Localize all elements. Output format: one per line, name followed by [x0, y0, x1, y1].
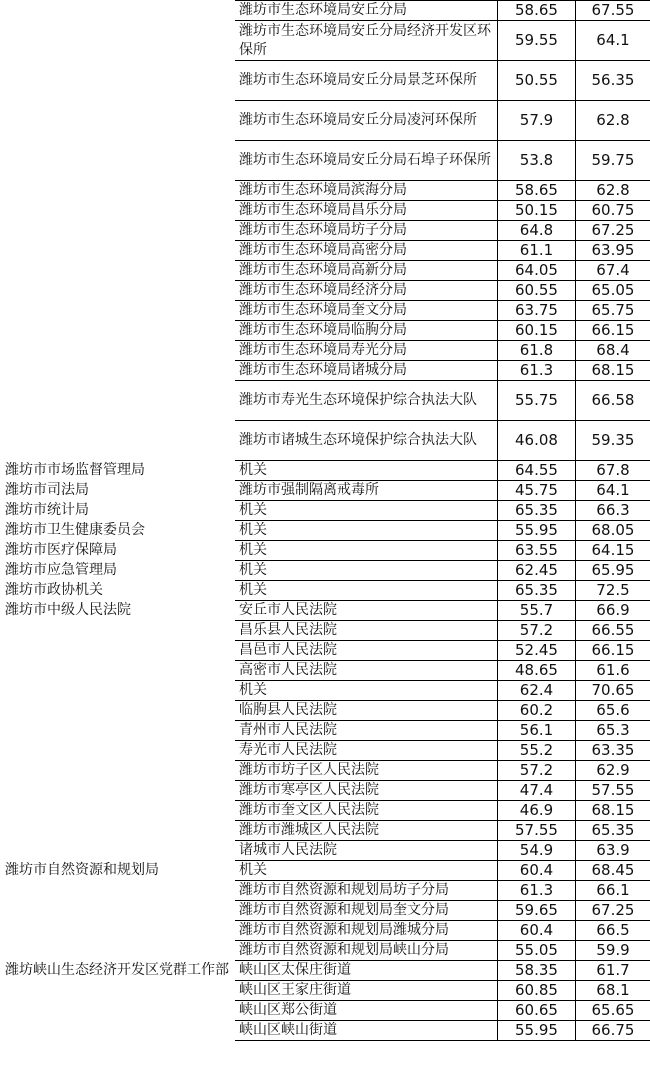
- score-cell-2[interactable]: 64.1: [576, 21, 650, 61]
- dept-cell[interactable]: [1, 941, 235, 961]
- score-cell-1[interactable]: 60.4: [498, 921, 576, 941]
- score-cell-2[interactable]: 68.05: [576, 521, 650, 541]
- unit-cell[interactable]: 机关: [235, 861, 498, 881]
- unit-cell[interactable]: 机关: [235, 541, 498, 561]
- score-cell-1[interactable]: 60.85: [498, 981, 576, 1001]
- dept-cell[interactable]: [1, 221, 235, 241]
- score-cell-1[interactable]: 45.75: [498, 481, 576, 501]
- unit-cell[interactable]: 潍坊市生态环境局安丘分局经济开发区环保所: [235, 21, 498, 61]
- score-cell-2[interactable]: 66.3: [576, 501, 650, 521]
- unit-cell[interactable]: 潍坊市自然资源和规划局奎文分局: [235, 901, 498, 921]
- score-cell-1[interactable]: 63.55: [498, 541, 576, 561]
- score-cell-2[interactable]: 67.25: [576, 901, 650, 921]
- score-cell-2[interactable]: 68.4: [576, 341, 650, 361]
- unit-cell[interactable]: 潍坊市生态环境局寿光分局: [235, 341, 498, 361]
- score-cell-1[interactable]: 65.35: [498, 581, 576, 601]
- dept-cell[interactable]: 潍坊峡山生态经济开发区党群工作部: [1, 961, 235, 1001]
- dept-cell[interactable]: [1, 681, 235, 701]
- score-cell-2[interactable]: 67.4: [576, 261, 650, 281]
- score-cell-1[interactable]: 61.1: [498, 241, 576, 261]
- unit-cell[interactable]: 潍坊市生态环境局经济分局: [235, 281, 498, 301]
- score-cell-2[interactable]: 67.25: [576, 221, 650, 241]
- unit-cell[interactable]: 峡山区郑公街道: [235, 1001, 498, 1021]
- score-cell-1[interactable]: 58.65: [498, 1, 576, 21]
- score-cell-2[interactable]: 56.35: [576, 61, 650, 101]
- dept-cell[interactable]: 潍坊市中级人民法院: [1, 601, 235, 621]
- score-cell-1[interactable]: 60.65: [498, 1001, 576, 1021]
- unit-cell[interactable]: 潍坊市强制隔离戒毒所: [235, 481, 498, 501]
- score-cell-1[interactable]: 64.55: [498, 461, 576, 481]
- unit-cell[interactable]: 潍坊市生态环境局高密分局: [235, 241, 498, 261]
- dept-cell[interactable]: [1, 1001, 235, 1021]
- score-cell-1[interactable]: 58.65: [498, 181, 576, 201]
- score-cell-2[interactable]: 63.35: [576, 741, 650, 761]
- table-body: [1, 1, 650, 1041]
- unit-cell[interactable]: 潍坊市生态环境局安丘分局凌河环保所: [235, 101, 498, 141]
- score-cell-2[interactable]: 65.65: [576, 1001, 650, 1021]
- score-cell-2[interactable]: 57.55: [576, 781, 650, 801]
- score-cell-2[interactable]: 66.5: [576, 921, 650, 941]
- dept-cell[interactable]: [1, 801, 235, 821]
- unit-cell[interactable]: 潍坊市潍城区人民法院: [235, 821, 498, 841]
- unit-cell[interactable]: 潍坊市生态环境局昌乐分局: [235, 201, 498, 221]
- unit-cell[interactable]: 潍坊市生态环境局临朐分局: [235, 321, 498, 341]
- unit-cell[interactable]: 潍坊市生态环境局安丘分局: [235, 1, 498, 21]
- score-cell-1[interactable]: 57.55: [498, 821, 576, 841]
- unit-cell[interactable]: 昌乐县人民法院: [235, 621, 498, 641]
- dept-cell[interactable]: [1, 421, 235, 461]
- unit-cell[interactable]: 青州市人民法院: [235, 721, 498, 741]
- unit-cell[interactable]: 潍坊市生态环境局安丘分局石埠子环保所: [235, 141, 498, 181]
- unit-cell[interactable]: 潍坊市生态环境局诸城分局: [235, 361, 498, 381]
- score-cell-1[interactable]: 61.3: [498, 881, 576, 901]
- score-cell-1[interactable]: 60.55: [498, 281, 576, 301]
- dept-cell[interactable]: [1, 821, 235, 841]
- score-cell-2[interactable]: 66.55: [576, 621, 650, 641]
- score-cell-2[interactable]: 64.1: [576, 481, 650, 501]
- dept-cell[interactable]: [1, 781, 235, 801]
- score-cell-1[interactable]: 50.15: [498, 201, 576, 221]
- dept-cell[interactable]: [1, 261, 235, 281]
- dept-cell[interactable]: 潍坊市应急管理局: [1, 561, 235, 581]
- score-cell-2[interactable]: 61.6: [576, 661, 650, 681]
- dept-cell[interactable]: 潍坊市政协机关: [1, 581, 235, 601]
- dept-cell[interactable]: [1, 701, 235, 721]
- dept-cell[interactable]: 潍坊市市场监督管理局: [1, 461, 235, 481]
- score-cell-1[interactable]: 46.9: [498, 801, 576, 821]
- dept-cell[interactable]: [1, 341, 235, 361]
- score-cell-1[interactable]: 55.75: [498, 381, 576, 421]
- score-cell-2[interactable]: 68.45: [576, 861, 650, 881]
- unit-cell[interactable]: 潍坊市自然资源和规划局坊子分局: [235, 881, 498, 901]
- score-cell-2[interactable]: 66.1: [576, 881, 650, 901]
- dept-cell[interactable]: 潍坊市司法局: [1, 481, 235, 501]
- dept-cell[interactable]: [1, 21, 235, 61]
- score-cell-2[interactable]: 62.8: [576, 181, 650, 201]
- score-cell-1[interactable]: 56.1: [498, 721, 576, 741]
- score-cell-1[interactable]: 50.55: [498, 61, 576, 101]
- unit-cell[interactable]: 潍坊市生态环境局安丘分局景芝环保所: [235, 61, 498, 101]
- unit-cell[interactable]: 寿光市人民法院: [235, 741, 498, 761]
- unit-cell[interactable]: 潍坊市诸城生态环境保护综合执法大队: [235, 421, 498, 461]
- score-cell-2[interactable]: 59.75: [576, 141, 650, 181]
- score-cell-1[interactable]: 55.95: [498, 521, 576, 541]
- unit-cell[interactable]: 潍坊市寒亭区人民法院: [235, 781, 498, 801]
- dept-cell[interactable]: [1, 661, 235, 681]
- unit-cell[interactable]: 机关: [235, 521, 498, 541]
- unit-cell[interactable]: 峡山区王家庄街道: [235, 981, 498, 1001]
- score-cell-2[interactable]: 64.15: [576, 541, 650, 561]
- dept-cell[interactable]: [1, 761, 235, 781]
- dept-cell[interactable]: [1, 881, 235, 901]
- score-cell-2[interactable]: 72.5: [576, 581, 650, 601]
- score-cell-2[interactable]: 68.15: [576, 801, 650, 821]
- dept-cell[interactable]: [1, 181, 235, 201]
- score-cell-2[interactable]: 66.9: [576, 601, 650, 621]
- score-cell-2[interactable]: 62.9: [576, 761, 650, 781]
- unit-cell[interactable]: 机关: [235, 461, 498, 481]
- unit-cell[interactable]: 诸城市人民法院: [235, 841, 498, 861]
- score-cell-1[interactable]: 61.8: [498, 341, 576, 361]
- unit-cell[interactable]: 潍坊市寿光生态环境保护综合执法大队: [235, 381, 498, 421]
- unit-cell[interactable]: 机关: [235, 681, 498, 701]
- dept-cell[interactable]: [1, 901, 235, 921]
- unit-cell[interactable]: 潍坊市自然资源和规划局潍城分局: [235, 921, 498, 941]
- score-cell-2[interactable]: 65.95: [576, 561, 650, 581]
- unit-cell[interactable]: 潍坊市生态环境局奎文分局: [235, 301, 498, 321]
- score-cell-2[interactable]: 63.9: [576, 841, 650, 861]
- score-cell-2[interactable]: 60.75: [576, 201, 650, 221]
- score-cell-1[interactable]: 48.65: [498, 661, 576, 681]
- score-cell-1[interactable]: 65.35: [498, 501, 576, 521]
- unit-cell[interactable]: 潍坊市生态环境局坊子分局: [235, 221, 498, 241]
- unit-cell[interactable]: 潍坊市自然资源和规划局峡山分局: [235, 941, 498, 961]
- dept-cell[interactable]: 潍坊市医疗保障局: [1, 541, 235, 561]
- dept-cell[interactable]: 潍坊市卫生健康委员会: [1, 521, 235, 541]
- dept-cell[interactable]: [1, 201, 235, 221]
- score-cell-1[interactable]: 52.45: [498, 641, 576, 661]
- score-cell-2[interactable]: 65.6: [576, 701, 650, 721]
- score-cell-2[interactable]: 59.35: [576, 421, 650, 461]
- dept-cell[interactable]: [1, 301, 235, 321]
- score-cell-1[interactable]: 55.7: [498, 601, 576, 621]
- score-cell-1[interactable]: 59.55: [498, 21, 576, 61]
- unit-cell[interactable]: 峡山区太保庄街道: [235, 961, 498, 981]
- score-cell-1[interactable]: 60.2: [498, 701, 576, 721]
- score-cell-2[interactable]: 68.15: [576, 361, 650, 381]
- dept-cell[interactable]: [1, 1, 235, 21]
- unit-cell[interactable]: 潍坊市生态环境局高新分局: [235, 261, 498, 281]
- dept-cell[interactable]: [1, 741, 235, 761]
- score-cell-2[interactable]: 70.65: [576, 681, 650, 701]
- score-cell-2[interactable]: 66.15: [576, 641, 650, 661]
- score-cell-2[interactable]: 66.15: [576, 321, 650, 341]
- dept-cell[interactable]: [1, 1021, 235, 1041]
- unit-cell[interactable]: 机关: [235, 561, 498, 581]
- score-cell-2[interactable]: 59.9: [576, 941, 650, 961]
- unit-cell[interactable]: 机关: [235, 501, 498, 521]
- dept-cell[interactable]: [1, 381, 235, 421]
- score-cell-2[interactable]: 65.75: [576, 301, 650, 321]
- score-cell-2[interactable]: 61.7: [576, 961, 650, 981]
- score-cell-1[interactable]: 63.75: [498, 301, 576, 321]
- score-cell-1[interactable]: 61.3: [498, 361, 576, 381]
- score-cell-2[interactable]: 65.3: [576, 721, 650, 741]
- unit-cell[interactable]: 潍坊市生态环境局滨海分局: [235, 181, 498, 201]
- score-cell-1[interactable]: 57.2: [498, 621, 576, 641]
- dept-cell[interactable]: [1, 61, 235, 101]
- score-cell-1[interactable]: 57.2: [498, 761, 576, 781]
- score-cell-2[interactable]: 67.8: [576, 461, 650, 481]
- score-cell-1[interactable]: 62.4: [498, 681, 576, 701]
- score-cell-2[interactable]: 66.58: [576, 381, 650, 421]
- score-cell-1[interactable]: 46.08: [498, 421, 576, 461]
- unit-cell[interactable]: 安丘市人民法院: [235, 601, 498, 621]
- score-cell-1[interactable]: 47.4: [498, 781, 576, 801]
- score-cell-1[interactable]: 60.15: [498, 321, 576, 341]
- score-cell-1[interactable]: 62.45: [498, 561, 576, 581]
- dept-cell[interactable]: [1, 321, 235, 341]
- unit-cell[interactable]: 昌邑市人民法院: [235, 641, 498, 661]
- score-cell-1[interactable]: 55.2: [498, 741, 576, 761]
- score-cell-2[interactable]: 65.35: [576, 821, 650, 841]
- dept-cell[interactable]: [1, 101, 235, 141]
- score-cell-1[interactable]: 64.8: [498, 221, 576, 241]
- dept-cell[interactable]: [1, 141, 235, 181]
- dept-cell[interactable]: 潍坊市统计局: [1, 501, 235, 521]
- score-cell-2[interactable]: 62.8: [576, 101, 650, 141]
- dept-cell[interactable]: [1, 361, 235, 381]
- dept-cell[interactable]: 潍坊市自然资源和规划局: [1, 861, 235, 881]
- unit-cell[interactable]: 潍坊市坊子区人民法院: [235, 761, 498, 781]
- unit-cell[interactable]: 机关: [235, 581, 498, 601]
- dept-cell[interactable]: [1, 241, 235, 261]
- dept-cell[interactable]: [1, 621, 235, 641]
- score-cell-1[interactable]: 57.9: [498, 101, 576, 141]
- score-cell-2[interactable]: 63.95: [576, 241, 650, 261]
- score-cell-1[interactable]: 58.35: [498, 961, 576, 981]
- dept-cell[interactable]: [1, 721, 235, 741]
- dept-cell[interactable]: [1, 841, 235, 861]
- dept-cell[interactable]: [1, 281, 235, 301]
- score-cell-1[interactable]: 54.9: [498, 841, 576, 861]
- unit-cell[interactable]: 高密市人民法院: [235, 661, 498, 681]
- score-cell-1[interactable]: 60.4: [498, 861, 576, 881]
- unit-cell[interactable]: 潍坊市奎文区人民法院: [235, 801, 498, 821]
- score-cell-1[interactable]: 53.8: [498, 141, 576, 181]
- score-cell-1[interactable]: 59.65: [498, 901, 576, 921]
- dept-cell[interactable]: [1, 921, 235, 941]
- score-cell-1[interactable]: 55.05: [498, 941, 576, 961]
- score-cell-2[interactable]: 68.1: [576, 981, 650, 1001]
- score-cell-1[interactable]: 55.95: [498, 1021, 576, 1041]
- score-cell-2[interactable]: 66.75: [576, 1021, 650, 1041]
- dept-cell[interactable]: [1, 641, 235, 661]
- score-cell-2[interactable]: 67.55: [576, 1, 650, 21]
- score-cell-1[interactable]: 64.05: [498, 261, 576, 281]
- unit-cell[interactable]: 峡山区峡山街道: [235, 1021, 498, 1041]
- score-cell-2[interactable]: 65.05: [576, 281, 650, 301]
- unit-cell[interactable]: 临朐县人民法院: [235, 701, 498, 721]
